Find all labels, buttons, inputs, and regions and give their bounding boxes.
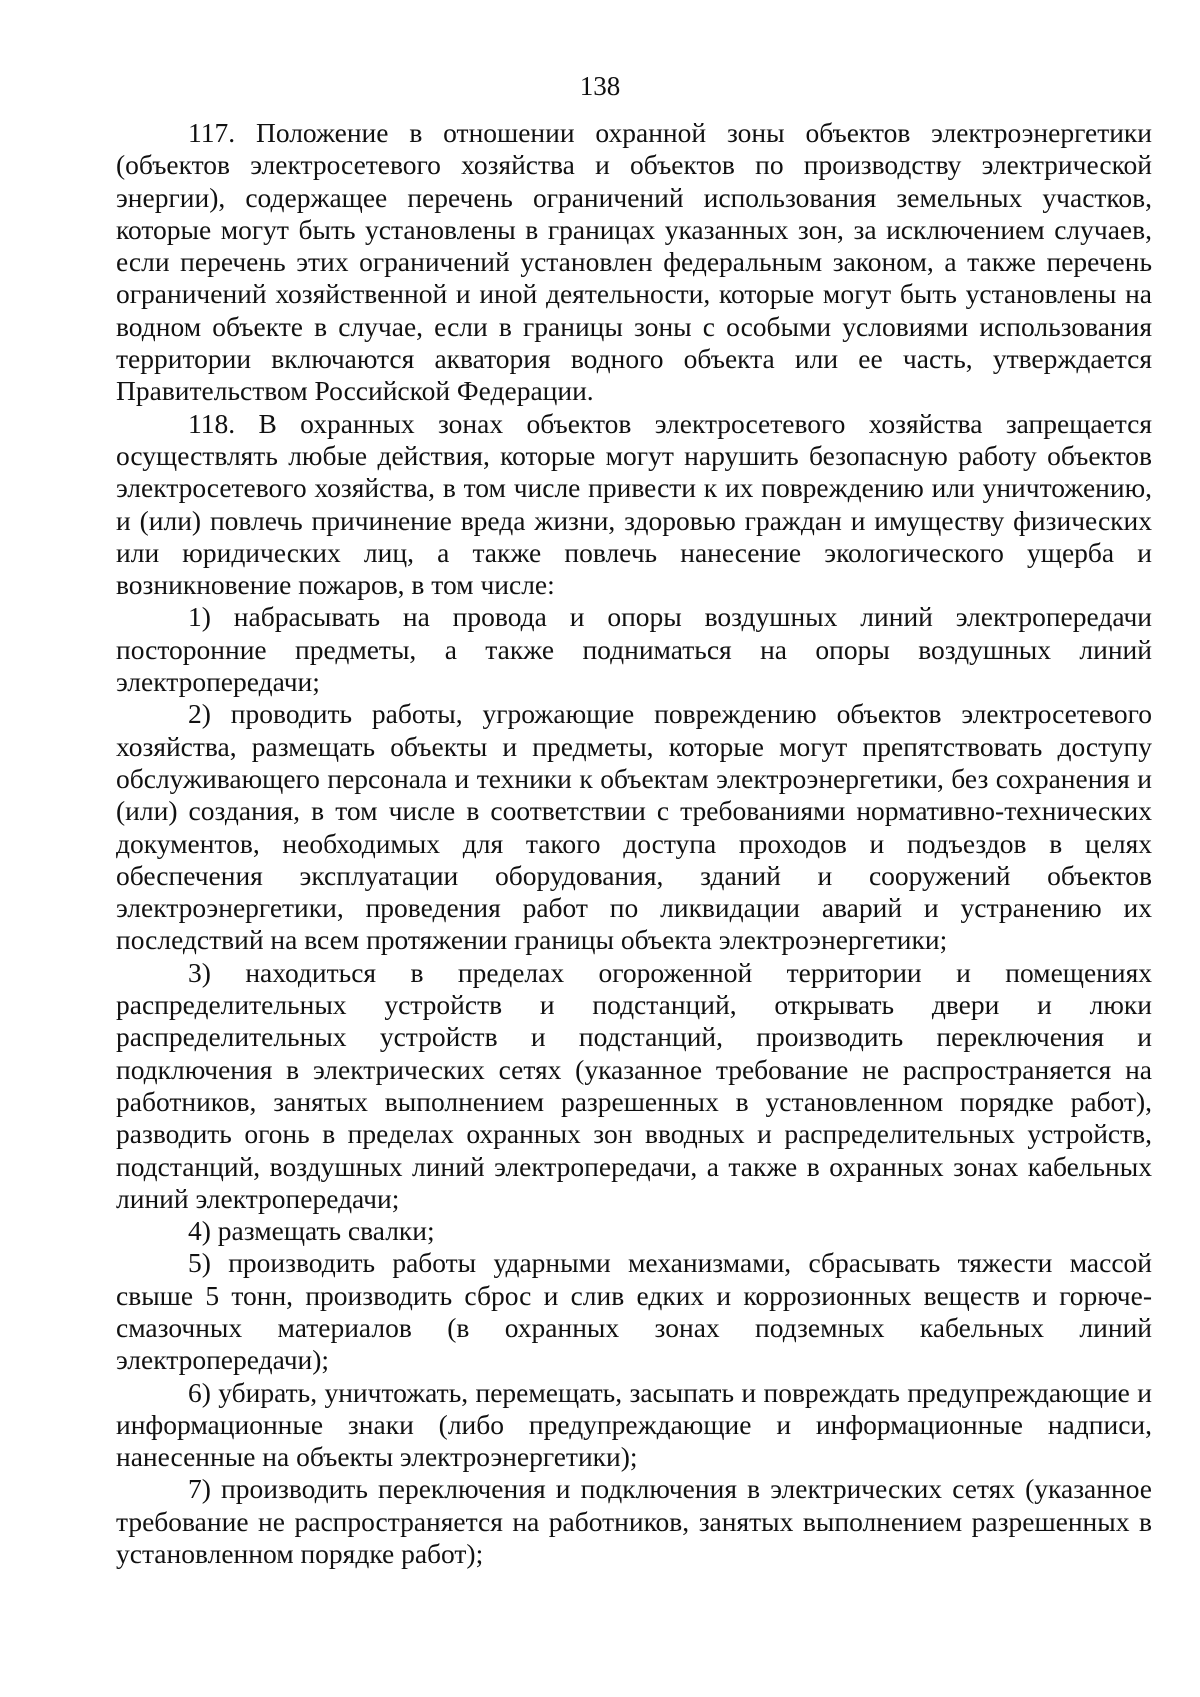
list-item-3: 3) находиться в пределах огороженной территории и помещениях распределительных устройств и подстанций, открывать двери и люки распределительных устройств и подстанций, производить переключения и подключения в электрических сетях (указанное требование не распространяется на работников, занятых выполнением разрешенных в установленном порядке работ), разводить огонь в пределах охранных зон вводных и распределительных устройств, подстанций, воздушных линий электропередачи, а также в охранных зонах кабельных линий электропередачи; [116,956,1152,1214]
list-item-5: 5) производить работы ударными механизмами, сбрасывать тяжести массой свыше 5 тонн, производить сброс и слив едких и коррозионных веществ и горюче-смазочных материалов (в охранных зонах подземных кабельных линий электропередачи); [116,1247,1152,1376]
list-item-7: 7) производить переключения и подключения в электрических сетях (указанное требование не распространяется на работников, занятых выполнением разрешенных в установленном порядке работ); [116,1473,1152,1570]
list-item-2: 2) проводить работы, угрожающие повреждению объектов электросетевого хозяйства, размещать объекты и предметы, которые могут препятствовать доступу обслуживающего персонала и техники к объектам электроэнергетики, без сохранения и (или) создания, в том числе в соответствии с требованиями нормативно-технических документов, необходимых для такого доступа проходов и подъездов в целях обеспечения эксплуатации оборудования, зданий и сооружений объектов электроэнергетики, проведения работ по ликвидации аварий и устранению их последствий на всем протяжении границы объекта электроэнергетики; [116,698,1152,956]
list-item-6: 6) убирать, уничтожать, перемещать, засыпать и повреждать предупреждающие и информационные знаки (либо предупреждающие и информационные надписи, нанесенные на объекты электроэнергетики); [116,1376,1152,1473]
document-body [116,117,1152,1570]
paragraph-117: 117. Положение в отношении охранной зоны объектов электроэнергетики (объектов электросетевого хозяйства и объектов по производству электрической энергии), содержащее перечень ограничений использования земельных участков, которые могут быть установлены в границах указанных зон, за исключением случаев, если перечень этих ограничений установлен федеральным законом, а также перечень ограничений хозяйственной и иной деятельности, которые могут быть установлены на водном объекте в случае, если в границы зоны с особыми условиями использования территории включаются акватория водного объекта или ее часть, утверждается Правительством Российской Федерации. [116,117,1152,407]
list-item-4: 4) размещать свалки; [188,1215,435,1247]
list-item-1: 1) набрасывать на провода и опоры воздушных линий электропередачи посторонние предметы, а также подниматься на опоры воздушных линий электропередачи; [116,601,1152,698]
paragraph-118: 118. В охранных зонах объектов электросетевого хозяйства запрещается осуществлять любые действия, которые могут нарушить безопасную работу объектов электросетевого хозяйства, в том числе привести к их повреждению или уничтожению, и (или) повлечь причинение вреда жизни, здоровью граждан и имуществу физических или юридических лиц, а также повлечь нанесение экологического ущерба и возникновение пожаров, в том числе: [116,407,1152,601]
page-number: 138 [579,71,621,101]
